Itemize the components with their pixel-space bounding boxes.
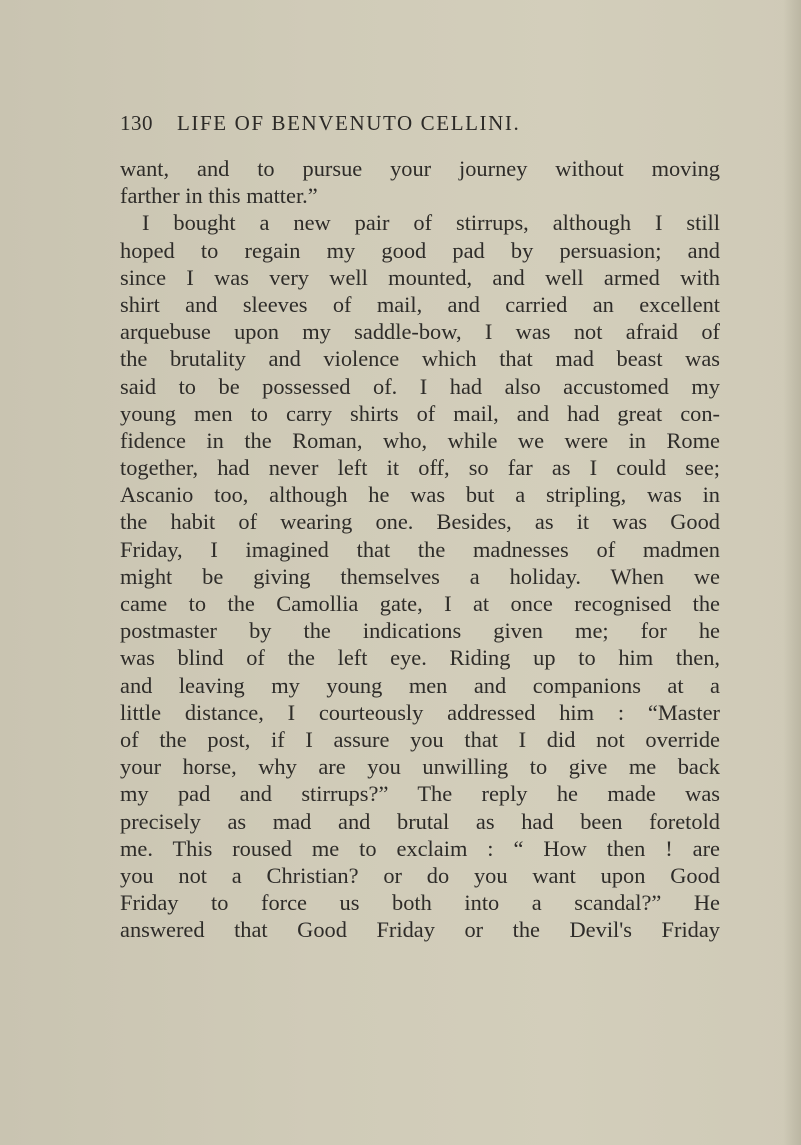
- text-line: the brutality and violence which that mad beast was: [120, 346, 720, 372]
- text-line: little distance, I courteously addressed him : “Master: [120, 699, 720, 725]
- page-number: 130: [120, 111, 153, 135]
- text-line: postmaster by the indications given me; for he: [120, 618, 720, 644]
- page-edge-shadow: [783, 0, 801, 1145]
- text-line: and leaving my young men and companions at a: [120, 672, 720, 698]
- text-line: was blind of the left eye. Riding up to him then,: [120, 645, 720, 671]
- text-line: shirt and sleeves of mail, and carried an excellent: [120, 291, 720, 317]
- text-line: Friday, I imagined that the madnesses of madmen: [120, 536, 720, 562]
- text-line: might be giving themselves a holiday. When we: [120, 563, 720, 589]
- text-line: farther in this matter.”: [120, 183, 318, 209]
- text-line: of the post, if I assure you that I did not override: [120, 726, 720, 752]
- text-line: you not a Christian? or do you want upon Good: [120, 862, 720, 888]
- text-line: your horse, why are you unwilling to give me back: [120, 754, 720, 780]
- text-line: want, and to pursue your journey without moving: [120, 156, 720, 181]
- text-line: Ascanio too, although he was but a stripling, was in: [120, 482, 720, 508]
- text-line: fidence in the Roman, who, while we were in Rome: [120, 427, 720, 453]
- text-line: answered that Good Friday or the Devil's Friday: [120, 917, 720, 943]
- running-title: LIFE OF BENVENUTO CELLINI.: [177, 111, 521, 135]
- text-line: I bought a new pair of stirrups, although I still: [142, 210, 720, 236]
- text-line: young men to carry shirts of mail, and had great con-: [120, 400, 720, 426]
- page-header: [120, 111, 720, 139]
- text-line: Friday to force us both into a scandal?” He: [120, 890, 720, 916]
- text-line: came to the Camollia gate, I at once recognised the: [120, 591, 720, 616]
- text-line: my pad and stirrups?” The reply he made was: [120, 781, 720, 807]
- text-line: precisely as mad and brutal as had been foretold: [120, 808, 720, 834]
- text-line: together, had never left it off, so far as I could see;: [120, 455, 720, 481]
- body-text: [120, 155, 720, 943]
- text-line: hoped to regain my good pad by persuasion; and: [120, 237, 720, 263]
- text-line: arquebuse upon my saddle-bow, I was not afraid of: [120, 319, 720, 345]
- text-line: me. This roused me to exclaim : “ How then ! are: [120, 835, 720, 861]
- text-line: since I was very well mounted, and well armed with: [120, 264, 720, 290]
- text-line: the habit of wearing one. Besides, as it was Good: [120, 509, 720, 535]
- text-line: said to be possessed of. I had also accustomed my: [120, 373, 720, 399]
